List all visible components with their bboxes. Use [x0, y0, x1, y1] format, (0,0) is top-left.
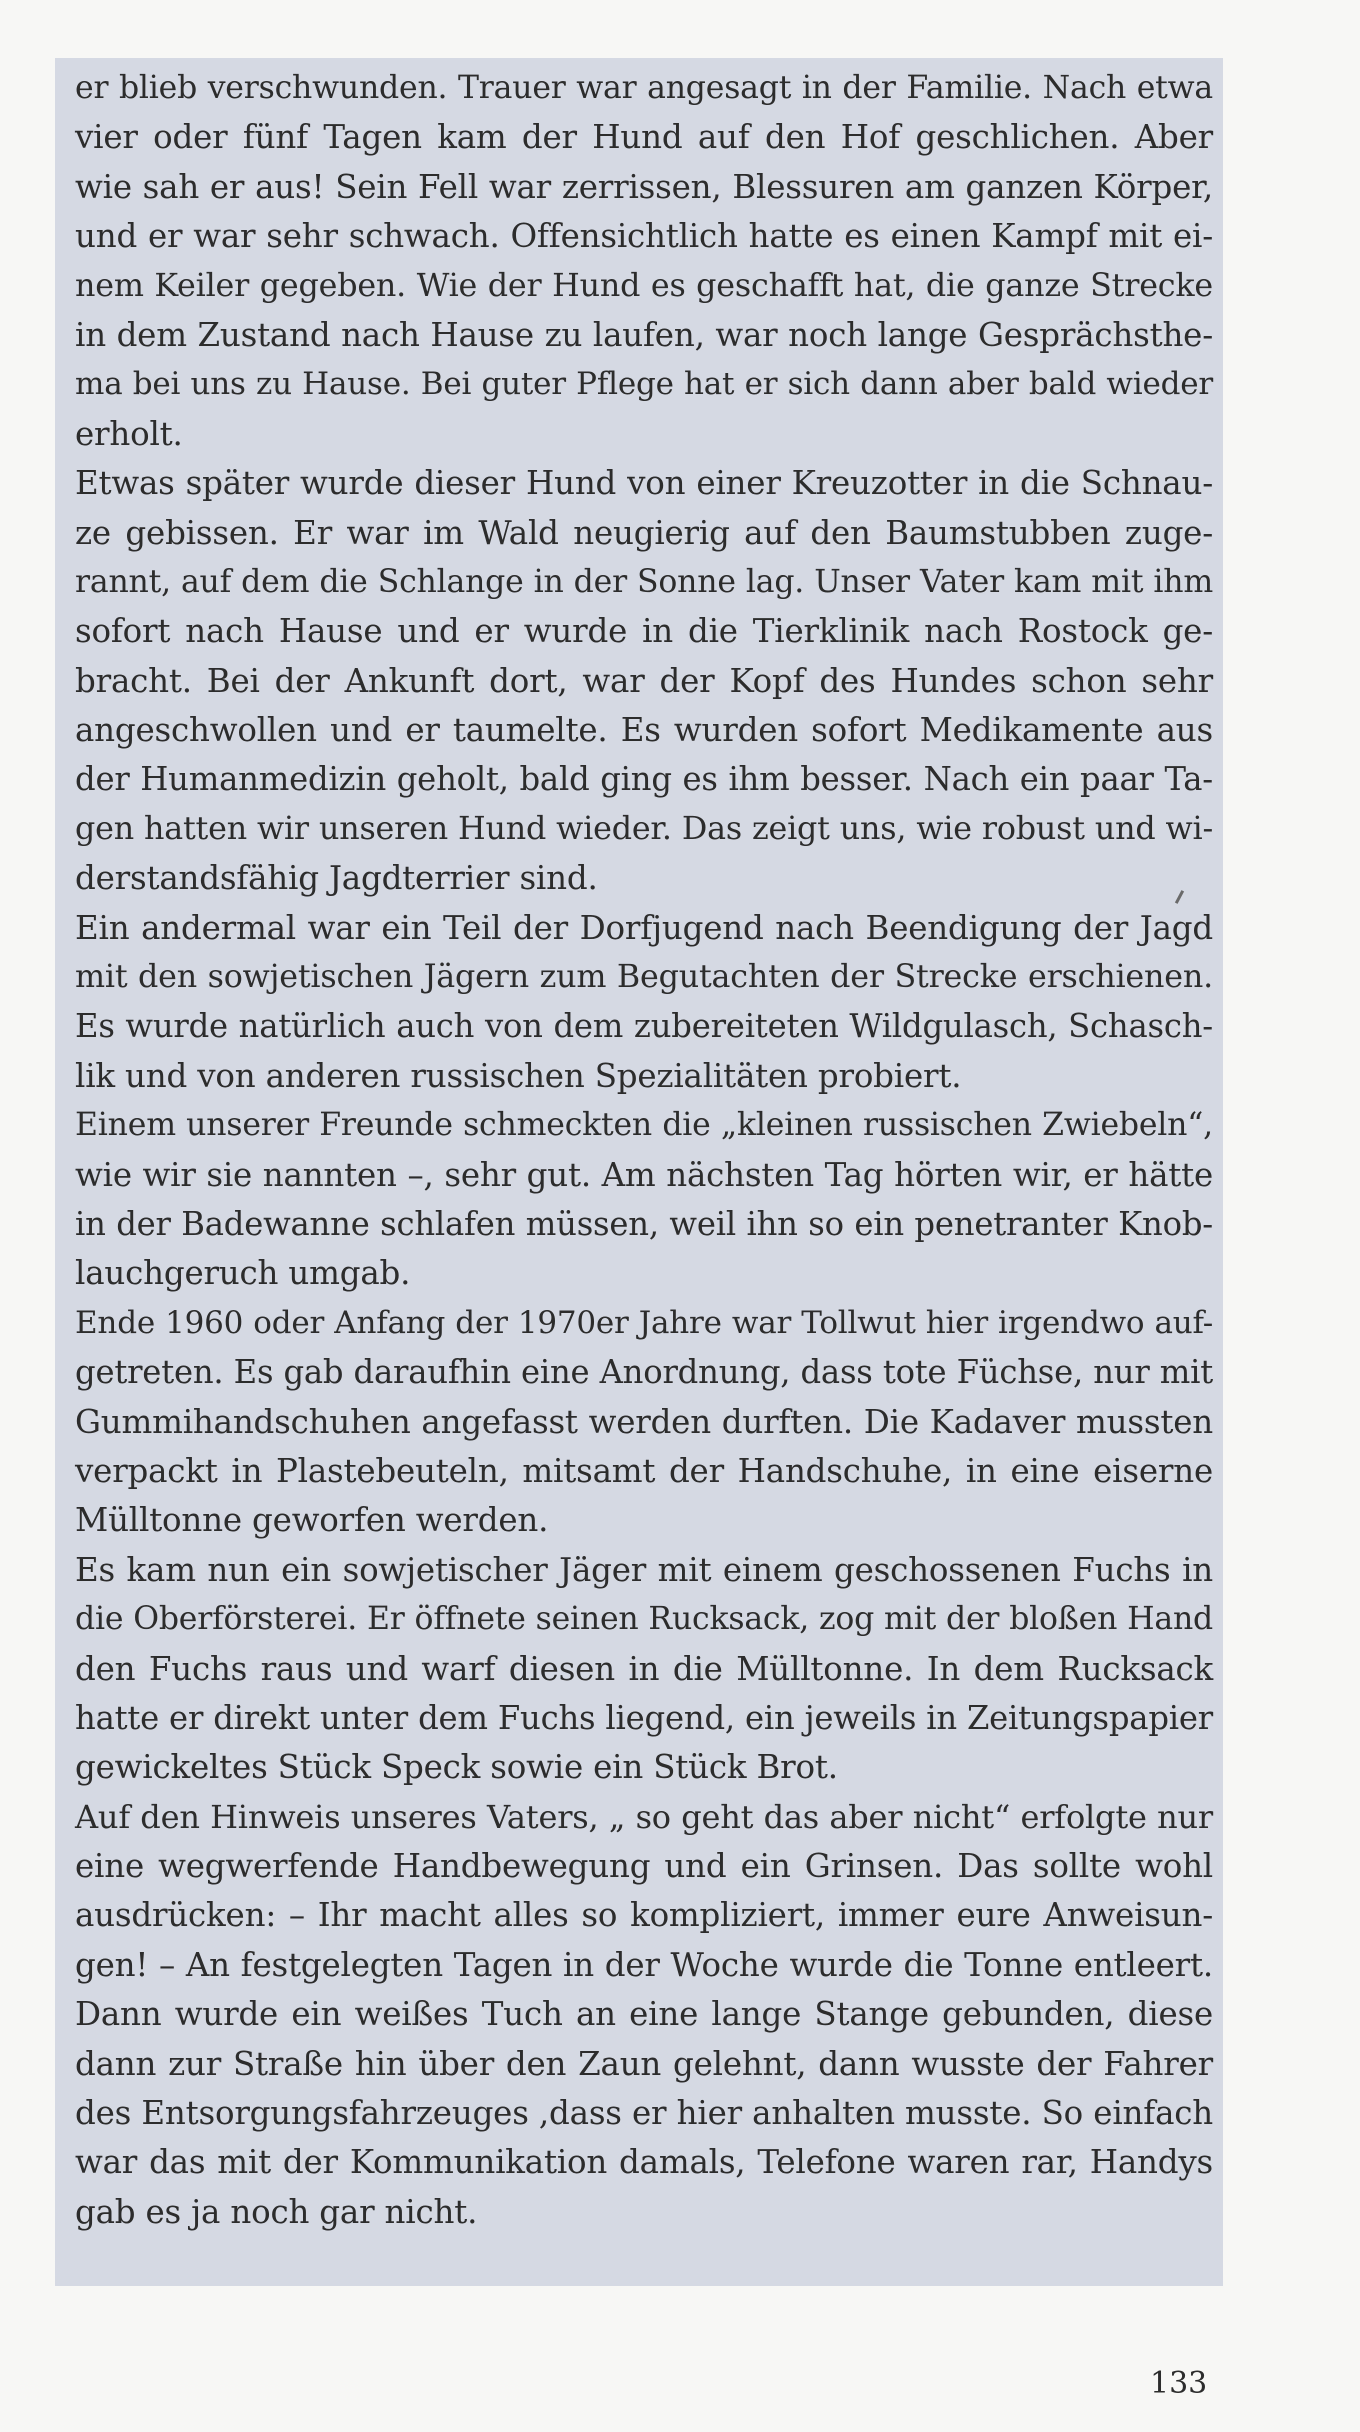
paragraph-6 — [75, 1546, 1213, 1793]
text-line: der Humanmedizin geholt, bald ging es ihm besser. Nach ein paar Ta- — [75, 760, 1213, 799]
text-line: lauchgeruch umgab. — [75, 1254, 411, 1293]
text-line: gewickeltes Stück Speck sowie ein Stück Brot. — [75, 1748, 838, 1787]
text-line: wie sah er aus! Sein Fell war zerrissen, Blessuren am ganzen Körper, — [75, 167, 1213, 206]
text-line: Es wurde natürlich auch von dem zubereiteten Wildgulasch, Schasch- — [75, 1007, 1213, 1046]
text-line: derstandsfähig Jagdterrier sind. — [75, 859, 598, 898]
text-line: lik und von anderen russischen Spezialitäten probiert. — [75, 1056, 962, 1095]
text-line: getreten. Es gab daraufhin eine Anordnung, dass tote Füchse, nur mit — [75, 1353, 1213, 1392]
text-line: Etwas später wurde dieser Hund von einer Kreuzotter in die Schnau- — [75, 464, 1213, 503]
text-line: und er war sehr schwach. Offensichtlich hatte es einen Kampf mit ei- — [75, 217, 1213, 256]
text-line: des Entsorgungsfahrzeuges ,dass er hier anhalten musste. So einfach — [75, 2094, 1213, 2133]
text-line: ma bei uns zu Hause. Bei guter Pflege hat er sich dann aber bald wieder — [75, 366, 1213, 403]
text-line: Einem unserer Freunde schmeckten die „kleinen russischen Zwiebeln“, — [75, 1107, 1213, 1144]
paragraph-3 — [75, 904, 1213, 1102]
text-line: in der Badewanne schlafen müssen, weil ihn so ein penetranter Knob- — [75, 1204, 1213, 1243]
text-line: gen! – An festgelegten Tagen in der Woche wurde die Tonne entleert. — [75, 1945, 1213, 1984]
text-line: in dem Zustand nach Hause zu laufen, war noch lange Gesprächsthe- — [75, 315, 1213, 354]
text-line: Ende 1960 oder Anfang der 1970er Jahre war Tollwut hier irgendwo auf- — [75, 1304, 1213, 1341]
text-line: nem Keiler gegeben. Wie der Hund es geschafft hat, die ganze Strecke — [75, 267, 1213, 304]
text-line: erholt. — [75, 414, 183, 453]
text-line: mit den sowjetischen Jägern zum Begutachten der Strecke erschienen. — [75, 959, 1213, 996]
text-line: gab es ja noch gar nicht. — [75, 2192, 478, 2231]
text-line: Gummihandschuhen angefasst werden durften. Die Kadaver mussten — [75, 1402, 1213, 1441]
text-line: ze gebissen. Er war im Wald neugierig auf den Baumstubben zuge- — [75, 513, 1213, 552]
paragraph-5 — [75, 1299, 1213, 1546]
text-line: Es kam nun ein sowjetischer Jäger mit einem geschossenen Fuchs in — [75, 1550, 1213, 1589]
text-line: rannt, auf dem die Schlange in der Sonne lag. Unser Vater kam mit ihm — [75, 563, 1213, 600]
text-line: wie wir sie nannten –, sehr gut. Am nächsten Tag hörten wir, er hätte — [75, 1155, 1213, 1194]
text-line: sofort nach Hause und er wurde in die Tierklinik nach Rostock ge- — [75, 612, 1213, 651]
text-line: ausdrücken: – Ihr macht alles so kompliziert, immer eure Anweisun- — [75, 1896, 1213, 1935]
paragraph-7 — [75, 1793, 1213, 2238]
text-block — [55, 58, 1223, 2286]
text-line: den Fuchs raus und warf diesen in die Mülltonne. In dem Rucksack — [75, 1649, 1213, 1688]
text-line: verpackt in Plastebeuteln, mitsamt der Handschuhe, in eine eiserne — [75, 1451, 1213, 1490]
text-line: angeschwollen und er taumelte. Es wurden sofort Medikamente aus — [75, 711, 1213, 750]
text-line: dann zur Straße hin über den Zaun gelehnt, dann wusste der Fahrer — [75, 2044, 1213, 2083]
paragraph-4 — [75, 1101, 1213, 1299]
page-number: 133 — [1150, 2366, 1208, 2401]
text-line: die Oberförsterei. Er öffnete seinen Rucksack, zog mit der bloßen Hand — [75, 1601, 1213, 1638]
text-line: war das mit der Kommunikation damals, Telefone waren rar, Handys — [75, 2143, 1213, 2182]
text-line: Mülltonne geworfen werden. — [75, 1501, 549, 1540]
text-line: Auf den Hinweis unseres Vaters, „ so geht das aber nicht“ erfolgte nur — [75, 1797, 1213, 1836]
text-line: vier oder fünf Tagen kam der Hund auf den Hof geschlichen. Aber — [75, 118, 1213, 157]
text-line: gen hatten wir unseren Hund wieder. Das zeigt uns, wie robust und wi- — [75, 810, 1213, 847]
text-line: er blieb verschwunden. Trauer war angesagt in der Familie. Nach etwa — [75, 70, 1213, 106]
text-line: Ein andermal war ein Teil der Dorfjugend nach Beendigung der Jagd — [75, 908, 1213, 947]
text-line: bracht. Bei der Ankunft dort, war der Kopf des Hundes schon sehr — [75, 661, 1213, 700]
text-line: Dann wurde ein weißes Tuch an eine lange Stange gebunden, diese — [75, 1995, 1213, 2034]
text-line: hatte er direkt unter dem Fuchs liegend, ein jeweils in Zeitungspapier — [75, 1698, 1213, 1737]
paragraph-1 — [75, 64, 1213, 459]
paragraph-2 — [75, 459, 1213, 904]
text-line: eine wegwerfende Handbewegung und ein Grinsen. Das sollte wohl — [75, 1847, 1213, 1886]
